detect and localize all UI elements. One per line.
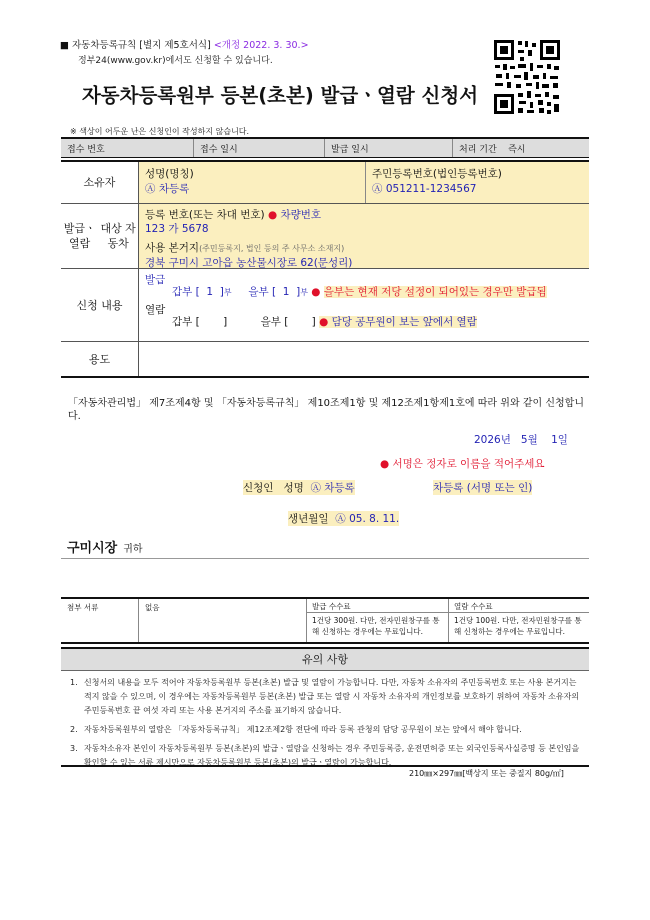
hint-dot-icon: ● <box>319 316 329 328</box>
base-hint: (주민등록지, 법인 등의 주 사무소 소재지) <box>199 244 345 253</box>
shading-note: ※ 색상이 어두운 난은 신청인이 작성하지 않습니다. <box>70 127 250 136</box>
vehicle-row <box>61 204 589 269</box>
issue-fee-value: 1건당 300원. 다만, 전자민원창구를 통해 신청하는 경우에는 무료입니다. <box>312 616 440 636</box>
statement-text: 「자동차관리법」 제7조제4항 및 「자동차등록규칙」 제10조제1항 및 제12조제1항제1호에 따라 위와 같이 신청합니다. <box>68 398 584 422</box>
base-label: 사용 본거지 <box>145 242 200 254</box>
use-label: 용도 <box>61 342 139 376</box>
applicant-signature-field[interactable]: 차등록 (서명 또는 인) <box>433 482 533 494</box>
birthdate-field[interactable]: Ⓐ 05. 8. 11. <box>335 513 400 525</box>
sign-note: ● 서명은 정자로 이름을 적어주세요 <box>380 458 545 470</box>
view-label: 열람 <box>145 304 166 316</box>
application-date: 2026년 5월 1일 <box>474 434 568 446</box>
issue-eul-label: 을부 <box>248 286 269 298</box>
hint-dot-icon: ● <box>311 286 321 298</box>
notice-title: 유의 사항 <box>61 647 589 671</box>
receipt-date-cell: 접수 일시 <box>194 139 325 157</box>
owner-name-field[interactable]: Ⓐ 차등록 <box>145 183 190 195</box>
view-hint: 담당 공무원이 보는 앞에서 열람 <box>331 316 477 328</box>
receipt-number-cell: 접수 번호 <box>61 139 194 157</box>
divider <box>61 765 589 767</box>
reg-number-field[interactable]: 123 가 5678 <box>145 223 209 235</box>
view-gap-label: 갑부 <box>172 316 193 328</box>
notice-list <box>70 676 582 775</box>
revision-date: <개정 2022. 3. 30.> <box>213 40 309 51</box>
reg-number-label: 등록 번호(또는 차대 번호) <box>145 209 265 221</box>
gov24-note: 정부24(www.gov.kr)에서도 신청할 수 있습니다. <box>78 56 273 66</box>
law-reference: ■ 자동차등록규칙 [별지 제5호서식] <개정 2022. 3. 30.> <box>60 40 309 51</box>
attachments-value: 없음 <box>139 599 307 642</box>
issue-hint: 을부는 현재 저당 설정이 되어있는 경우만 발급됨 <box>323 286 547 298</box>
fees-table <box>61 597 589 644</box>
hint-dot-icon: ● <box>267 209 278 221</box>
view-fee-value: 1건당 100원. 다만, 전자민원창구를 통해 신청하는 경우에는 무료입니다. <box>454 616 582 636</box>
attachments-label: 첨부 서류 <box>61 599 139 642</box>
receipt-row <box>61 137 589 158</box>
applicant-name-field[interactable]: Ⓐ 차등록 <box>310 482 355 494</box>
issue-gap-count[interactable]: 1 <box>206 286 214 298</box>
issue-label: 발급 <box>145 274 166 286</box>
issue-date-cell: 발급 일시 <box>325 139 453 157</box>
divider <box>61 558 589 559</box>
apply-label: 신청 내용 <box>61 269 139 341</box>
reg-number-hint: 차량번호 <box>280 209 322 221</box>
qr-code-icon <box>492 38 562 116</box>
list-item: 2. 자동차등록원부의 열람은 「자동차등록규칙」 제12조제2항 전단에 따라 등록 관청의 담당 공무원이 보는 앞에서 해야 합니다. <box>70 725 522 734</box>
recipient: 구미시장 귀하 <box>67 541 143 556</box>
hint-dot-icon: ● <box>380 458 390 470</box>
use-row <box>61 342 589 376</box>
issue-gap-label: 갑부 <box>172 286 193 298</box>
owner-row <box>61 162 589 204</box>
owner-label: 소유자 <box>61 162 139 203</box>
use-field[interactable] <box>139 342 589 376</box>
owner-id-label: 주민등록번호(법인등록번호) <box>372 168 502 180</box>
vehicle-label: 발급ㆍ열람 대상 자동차 <box>61 204 139 268</box>
apply-row: 신청 내용 발급 갑부 [ 1 ]부 을부 [ 1 ]부 ● 을부는 현재 저당 설정이 되어있는 경우만 발급됨 열람 갑부 [ ] 을부 [ ] ● 담당 공무원이 보는 앞에서 열람 <box>61 269 589 342</box>
birthdate-line: 생년월일 Ⓐ 05. 8. 11. <box>288 513 400 525</box>
view-eul-label: 을부 <box>260 316 281 328</box>
page-title: 자동차등록원부 등본(초본) 발급ㆍ열람 신청서 <box>81 84 479 107</box>
application-form <box>61 160 589 378</box>
issue-fee-label: 발급 수수료 <box>307 599 448 613</box>
applicant-line: 신청인 성명 Ⓐ 차등록 <box>243 482 355 494</box>
owner-name-label: 성명(명칭) <box>145 168 194 180</box>
list-item: 1. 신청서의 내용을 모두 적어야 자동차등록원부 등본(초본) 발급 및 열람이 가능합니다. 다만, 자동차 소유자의 주민등록번호 또는 사용 본거지는 적지 않을 수 있으며, 이 경우에는 자동차등록원부 등본(초본) 발급 또는 열람 시 자동차 소유자의 개인정보를 보호하기 위하여 자동차 소유자의 주민등록번호 끝 여섯 자리 또는 사용 본거지의 주소를 표기하지 않습니다. <box>70 678 580 715</box>
issue-eul-count[interactable]: 1 <box>282 286 290 298</box>
processing-period-cell: 처리 기간 즉시 <box>459 145 526 155</box>
list-item: 3. 자동차소유자 본인이 자동차등록원부 등본(초본)의 발급ㆍ열람을 신청하는 경우 주민등록증, 운전면허증 또는 외국인등록사실증명 등 본인임을 확인할 수 있는 서류 제시만으로 자동차등록원부 등본(초본)의 발급ㆍ열람이 가능합니다. <box>70 744 580 767</box>
base-address-field[interactable]: 경북 구미시 고아읍 농산물시장로 62(문성리) <box>145 257 353 269</box>
paper-spec: 210㎜×297㎜[백상지 또는 중질지 80g/㎡] <box>409 769 564 778</box>
owner-id-field[interactable]: Ⓐ 051211-1234567 <box>372 183 477 195</box>
view-fee-label: 열람 수수료 <box>449 599 589 613</box>
